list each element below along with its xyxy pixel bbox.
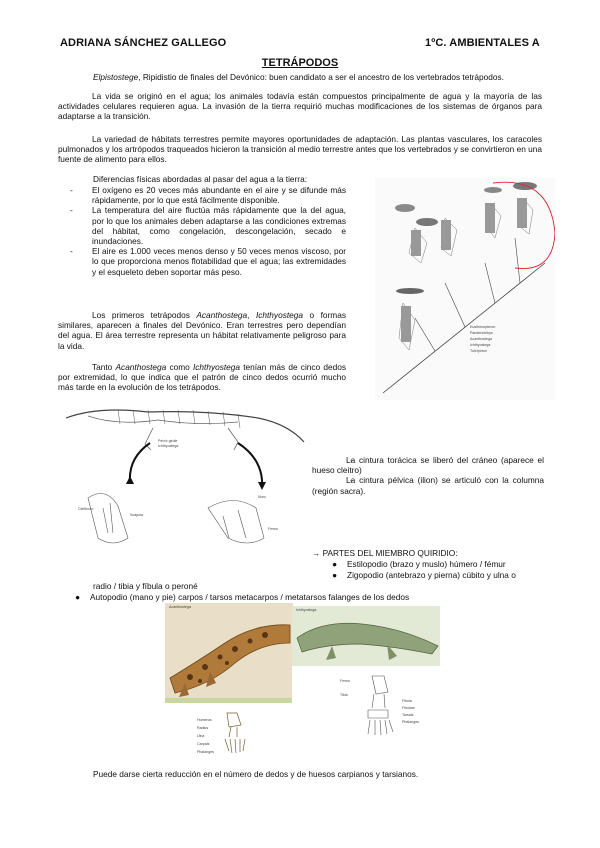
bullet-icon: ● xyxy=(75,592,81,602)
bullet-icon: ● xyxy=(332,559,338,569)
skeleton-figure xyxy=(58,398,310,563)
text-span: Los primeros tetrápodos xyxy=(92,310,197,320)
skeleton-label: Cleithrum xyxy=(78,507,94,511)
course-label: 1ºC. AMBIENTALES A xyxy=(425,37,540,49)
intro-text: , Ripidistio de finales del Devónico: buen candidato a ser el ancestro de los vertebrados tetrápodos. xyxy=(138,72,504,82)
hindlimb-label: Tibia xyxy=(340,693,348,697)
girdles-list xyxy=(312,455,544,496)
limb-autopodio xyxy=(75,592,535,602)
limb-continuation: radio / tibia y fíbula o peroné xyxy=(93,581,198,591)
skeleton-label: Scapula xyxy=(130,513,143,517)
paragraph-digits xyxy=(58,362,346,393)
paragraph-habitats: La variedad de hábitats terrestres permite mayores oportunidades de adaptación. Las plantas vasculares, los caracoles pulmonados y los artrópodos traqueados hicieron la transición al medio terrestre antes que los vertebrados y se convirtieron en una fuente de alimento para ellos. xyxy=(58,134,542,165)
skeleton-label: Ilium xyxy=(258,495,266,499)
tree-label: Acanthostega xyxy=(470,337,492,341)
hindlimb-label: Tarsals xyxy=(402,713,414,717)
limb-title: → PARTES DEL MIEMBRO QUIRIDIO: xyxy=(312,548,458,558)
list-item: - El aire es 1.000 veces menos denso y 50 veces menos viscoso, por lo que proporciona menos flotabilidad que el agua; las extremidades y el esqueleto deben soportar más peso. xyxy=(66,246,346,277)
genus-name: Ichthyostega xyxy=(192,362,241,372)
intro-line xyxy=(93,72,553,82)
tree-label: Panderichthys xyxy=(470,331,493,335)
limb-part-text: Zigopodio (antebrazo y pierna) cúbito y ulna o xyxy=(347,570,516,580)
text-span: como xyxy=(166,362,193,372)
limb-part-text: Estilopodio (brazo y muslo) húmero / fémur xyxy=(347,559,506,569)
hindlimb-label: Fibulare xyxy=(402,706,415,710)
list-item: - La temperatura del aire fluctúa más rápidamente que la del agua, por lo que los animales deben adaptarse a las condiciones extremas del hábitat, como congelación, descongelación, secado e inundaciones. xyxy=(66,205,346,246)
acanthostega-label: Acanthostega xyxy=(169,605,191,609)
tree-label: Ichthyostega xyxy=(470,343,491,347)
genus-name: Acanthostega xyxy=(196,310,248,320)
skeleton-label: Ichthyostega xyxy=(158,444,179,448)
list-item: - El oxígeno es 20 veces más abundante en el aire y se difunde más rápidamente, por lo que está fácilmente disponible. xyxy=(66,185,346,205)
limb-part-text: Autopodio (mano y pie) carpos / tarsos metacarpos / metatarsos falanges de los dedos xyxy=(90,592,410,602)
limb-part-2 xyxy=(332,570,552,580)
forelimb-label: Phalanges xyxy=(197,750,214,754)
hindlimb-label: Phalanges xyxy=(402,720,419,724)
paragraph-first-tetrapods xyxy=(58,310,346,351)
genus-name: Acanthostega xyxy=(115,362,167,372)
skeleton-label: Pelvic girdle xyxy=(158,439,178,443)
ichthyostega-figure xyxy=(292,606,440,763)
list-item: - La cintura torácica se liberó del cráneo (aparece el hueso cleitro) xyxy=(312,455,544,475)
text-span: Tanto xyxy=(92,362,116,372)
tree-label: Eusthenopteron xyxy=(470,325,496,329)
bullet-icon: ● xyxy=(332,570,338,580)
text-span: o formas similares, aparecen a finales del Devónico. Eran terrestres pero dependían del agua. El área terrestre representa un hábitat relativamente peligroso para la vida. xyxy=(58,310,346,351)
limb-part-1 xyxy=(332,559,552,569)
author-name: ADRIANA SÁNCHEZ GALLEGO xyxy=(60,37,227,49)
acanthostega-figure xyxy=(165,603,293,763)
paragraph-water: La vida se originó en el agua; los animales todavía están compuestos principalmente de agua y la mayoría de las actividades celulares requieren agua. La invasión de la tierra requirió muchas modificaciones de los sistemas de órganos para adaptarse a la transición. xyxy=(58,91,542,122)
text-span: , xyxy=(247,310,256,320)
cladogram-figure xyxy=(375,178,555,400)
forelimb-label: Humerus xyxy=(197,718,212,722)
differences-title: Diferencias físicas abordadas al pasar del agua a la tierra: xyxy=(93,174,307,184)
hindlimb-label: Fibula xyxy=(402,699,412,703)
differences-list xyxy=(66,185,346,277)
hindlimb-label: Femur xyxy=(340,679,351,683)
tree-label: Tulerpeton xyxy=(470,349,488,353)
intro-species: Elpistostege xyxy=(93,72,139,82)
page-title: TETRÁPODOS xyxy=(261,57,339,69)
ichthyostega-label: Ichthyostega xyxy=(296,608,317,612)
forelimb-label: Ulna xyxy=(197,734,205,738)
forelimb-label: Carpals xyxy=(197,742,210,746)
genus-name: Ichthyostega xyxy=(255,310,303,320)
closing-sentence: Puede darse cierta reducción en el número de dedos y de huesos carpianos y tarsianos. xyxy=(93,769,419,779)
forelimb-label: Radius xyxy=(197,726,209,730)
text-span: tenían más de cinco dedos por extremidad, lo que indica que el patrón de cinco dedos ocurrió mucho más tarde en la evolución de los tetrápodos. xyxy=(58,362,346,393)
list-item: - La cintura pélvica (ilion) se articuló con la columna (región sacra). xyxy=(312,475,544,495)
skeleton-label: Femur xyxy=(268,527,279,531)
